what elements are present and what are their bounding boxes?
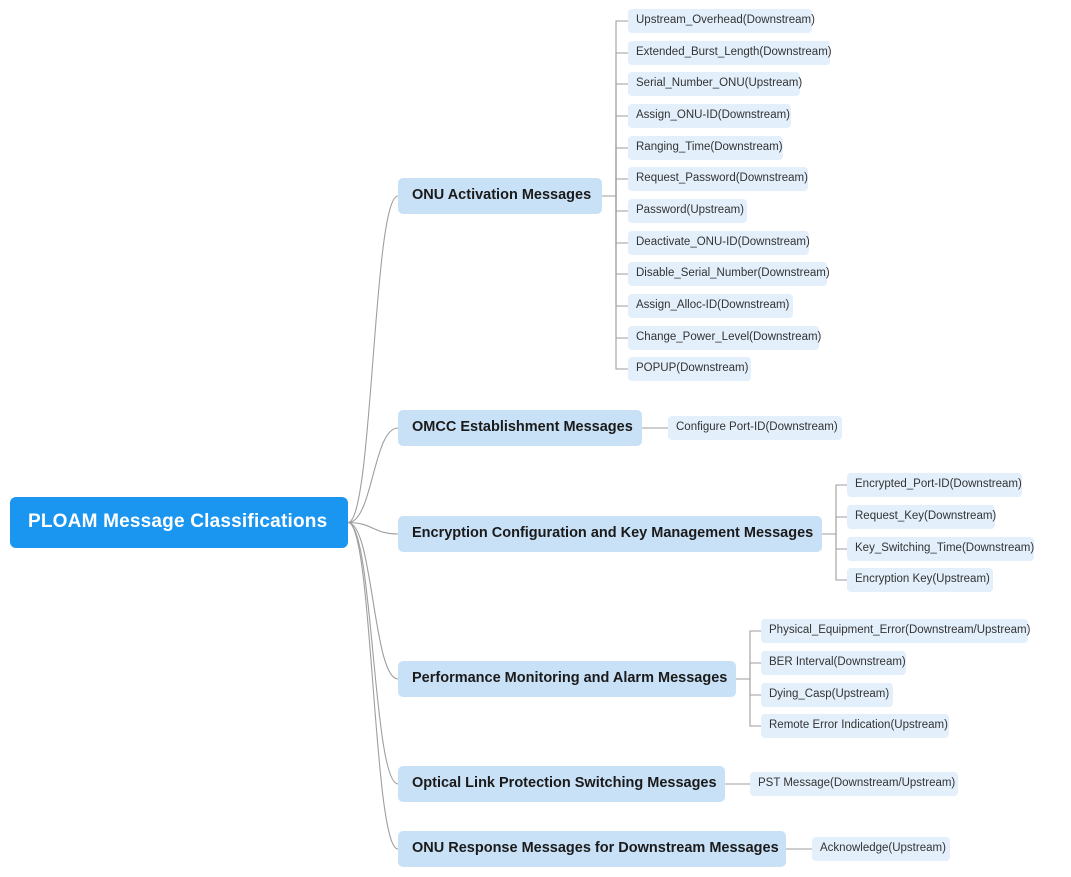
leaf-node-0-8[interactable] <box>628 262 830 286</box>
leaf-node-0-11-label: POPUP(Downstream) <box>636 362 749 375</box>
branch-node-5[interactable] <box>398 831 786 867</box>
leaf-node-0-5-label: Request_Password(Downstream) <box>636 172 808 185</box>
leaf-node-4-0-label: PST Message(Downstream/Upstream) <box>758 777 956 790</box>
branch-node-2-label: Encryption Configuration and Key Management Messages <box>412 525 814 542</box>
leaf-node-5-0[interactable] <box>812 837 950 861</box>
leaf-node-0-9[interactable] <box>628 294 793 318</box>
branch-node-1[interactable] <box>398 410 642 446</box>
leaf-node-0-2-label: Serial_Number_ONU(Upstream) <box>636 77 803 90</box>
leaf-node-0-1-label: Extended_Burst_Length(Downstream) <box>636 46 832 59</box>
branch-node-2[interactable] <box>398 516 822 552</box>
leaf-node-2-1[interactable] <box>847 505 995 529</box>
leaf-node-0-1[interactable] <box>628 41 830 65</box>
branch-node-4[interactable] <box>398 766 725 802</box>
branch-node-1-label: OMCC Establishment Messages <box>412 419 633 436</box>
leaf-node-3-3-label: Remote Error Indication(Upstream) <box>769 719 948 732</box>
leaf-node-3-2-label: Dying_Casp(Upstream) <box>769 688 890 701</box>
leaf-node-0-7[interactable] <box>628 231 809 255</box>
leaf-node-0-10[interactable] <box>628 326 822 350</box>
leaf-node-2-1-label: Request_Key(Downstream) <box>855 510 997 523</box>
leaf-node-0-8-label: Disable_Serial_Number(Downstream) <box>636 267 830 280</box>
leaf-node-0-9-label: Assign_Alloc-ID(Downstream) <box>636 299 790 312</box>
leaf-node-0-2[interactable] <box>628 72 803 96</box>
leaf-node-2-3[interactable] <box>847 568 993 592</box>
leaf-node-0-3[interactable] <box>628 104 791 128</box>
branch-node-3[interactable] <box>398 661 736 697</box>
leaf-node-0-11[interactable] <box>628 357 751 381</box>
leaf-node-3-3[interactable] <box>761 714 949 738</box>
branch-node-5-label: ONU Response Messages for Downstream Messages <box>412 840 779 857</box>
leaf-node-3-1[interactable] <box>761 651 906 675</box>
leaf-node-2-2[interactable] <box>847 537 1034 561</box>
branch-node-4-label: Optical Link Protection Switching Messages <box>412 775 717 792</box>
leaf-node-2-3-label: Encryption Key(Upstream) <box>855 573 990 586</box>
leaf-node-4-0[interactable] <box>750 772 958 796</box>
leaf-node-0-6[interactable] <box>628 199 747 223</box>
leaf-node-3-0-label: Physical_Equipment_Error(Downstream/Upstream) <box>769 624 1031 637</box>
leaf-node-3-1-label: BER Interval(Downstream) <box>769 656 906 669</box>
leaf-node-0-10-label: Change_Power_Level(Downstream) <box>636 331 822 344</box>
branch-node-0-label: ONU Activation Messages <box>412 187 592 204</box>
root-node[interactable] <box>10 497 348 548</box>
leaf-node-2-0-label: Encrypted_Port-ID(Downstream) <box>855 478 1022 491</box>
leaf-node-2-0[interactable] <box>847 473 1022 497</box>
leaf-node-3-2[interactable] <box>761 683 893 707</box>
leaf-node-0-0-label: Upstream_Overhead(Downstream) <box>636 14 815 27</box>
branch-node-3-label: Performance Monitoring and Alarm Messages <box>412 670 728 687</box>
branch-node-0[interactable] <box>398 178 602 214</box>
leaf-node-0-7-label: Deactivate_ONU-ID(Downstream) <box>636 236 810 249</box>
leaf-node-2-2-label: Key_Switching_Time(Downstream) <box>855 542 1035 555</box>
leaf-node-0-3-label: Assign_ONU-ID(Downstream) <box>636 109 791 122</box>
leaf-node-3-0[interactable] <box>761 619 1031 643</box>
leaf-node-0-0[interactable] <box>628 9 815 33</box>
leaf-node-1-0[interactable] <box>668 416 842 440</box>
root-node-label: PLOAM Message Classifications <box>28 511 328 533</box>
leaf-node-5-0-label: Acknowledge(Upstream) <box>820 842 946 855</box>
leaf-node-0-6-label: Password(Upstream) <box>636 204 744 217</box>
leaf-node-0-4[interactable] <box>628 136 783 160</box>
leaf-node-0-5[interactable] <box>628 167 808 191</box>
leaf-node-1-0-label: Configure Port-ID(Downstream) <box>676 421 838 434</box>
leaf-node-0-4-label: Ranging_Time(Downstream) <box>636 141 783 154</box>
